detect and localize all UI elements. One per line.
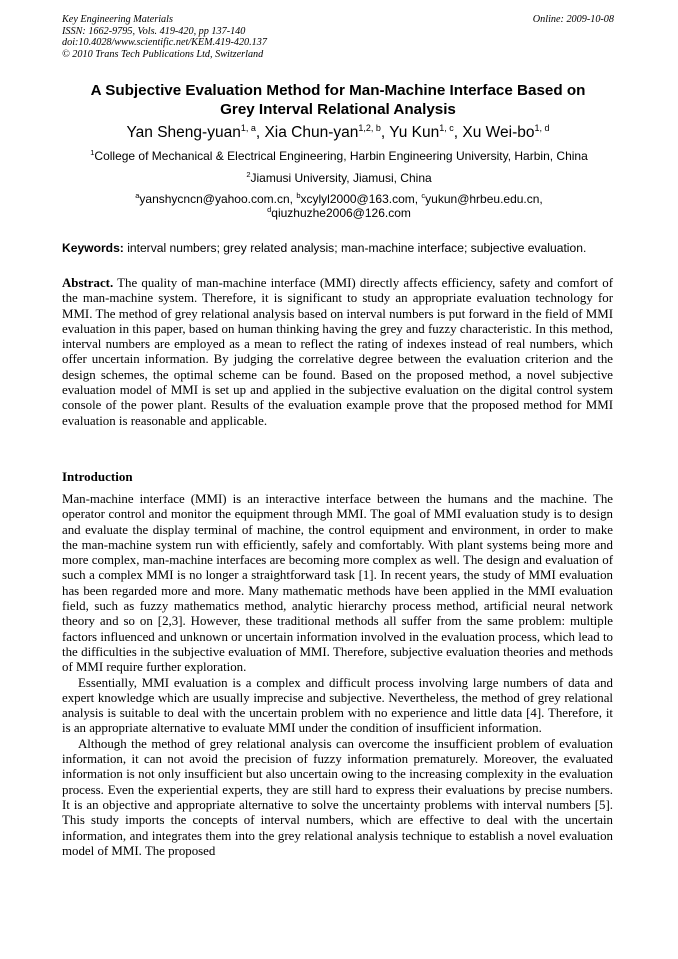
abstract (62, 276, 613, 429)
paragraph: Essentially, MMI evaluation is a complex and difficult process involving large numbers of data and expert knowledge which are usually imprecise and subjective. Nevertheless, the method of grey relational analysis is suitable to deal with the uncertain problem with no experience and little data [4]. Therefore, it is an appropriate alternative to evaluate MMI under the condition of insufficient information. (62, 675, 613, 736)
author-list (62, 123, 614, 143)
author: Yan Sheng-yuan$^{1, a}$, (126, 123, 265, 141)
affiliation-2: $^2$Jiamusi University, Jiamusi, China (246, 170, 432, 185)
paper-title (62, 81, 614, 119)
keywords (62, 241, 622, 256)
section-heading-introduction: Introduction (62, 469, 133, 484)
title-line-2: Grey Interval Relational Analysis (220, 101, 456, 118)
doi-line: doi:10.4028/www.scientific.net/KEM.419-420.137 (62, 37, 267, 48)
paragraph: Although the method of grey relational analysis can overcome the insufficient problem of evaluation information, it can not avoid the precision of fuzzy information prematurely. Moreover, the evaluated information is not only insufficient but also uncertain owing to the increasing complexity in the evaluation process. Even the experiential experts, they are still hard to express their evaluations by precise numbers. It is an objective and appropriate alternative to solve the uncertainty problems with interval numbers [5]. This study imports the concepts of interval numbers, which are effective to deal with the uncertain information, and integrates them into the grey relational analysis technique to establish a novel evaluation model of MMI. The proposed (62, 736, 613, 858)
email-a[interactable]: $^a$yanshycncn@yahoo.com.cn, (135, 191, 297, 206)
abstract-text: The quality of man-machine interface (MMI) directly affects efficiency, safety and comfort of the man-machine system. Therefore, it is significant to study an appropriate evaluation technology for MMI. The method of grey relational analysis based on interval numbers is put forward in the field of MMI evaluation in this paper, based on human thinking having the grey and fuzzy characteristic. In this method, interval numbers are employed as a mean to reflect the rating of indexes instead of real numbers, which offer uncertain information. By judging the correlative degree between the evaluation criterion and the design schemes, the optimal scheme can be found. Based on the proposed method, a novel subjective evaluation model of MMI is set up and applied in the subjective evaluation on the digital control system console of the power plant. Results of the evaluation example prove that the proposed method for MMI evaluation is reasonable and applicable. (62, 276, 613, 428)
title-line-1: A Subjective Evaluation Method for Man-Machine Interface Based on (90, 82, 586, 99)
email-d[interactable]: $^d$qiuzhuzhe2006@126.com (267, 205, 411, 220)
keywords-label: Keywords: (62, 241, 124, 255)
journal-name: Key Engineering Materials (62, 14, 173, 25)
paragraph: Man-machine interface (MMI) is an interactive interface between the humans and the machine. The operator control and monitor the equipment through MMI. The goal of MMI evaluation study is to design and evaluate the display terminal of machine, the control equipment and environment, in order to make the man-machine system run with efficiently, safely and comfortably. With plant systems being more and more complex, man-machine interfaces are becoming more complex as well. The design and evaluation of such a complex MMI is no longer a straightforward task [1]. In recent years, the study of MMI evaluation has been regarded more and more. Many mathematic methods have been applied in the MMI evaluation field, such as fuzzy mathematics method, analytic hierarchy process method, artificial neural network theory and so on [2,3]. However, these traditional methods all suffer from the same problem: multiple factors influenced and unknown or uncertain information involved in the evaluation process, which lead to the difficulties in the subjective evaluation of MMI. Therefore, subjective evaluation theories and methods of MMI require further exploration. (62, 492, 613, 675)
issn-line: ISSN: 1662-9795, Vols. 419-420, pp 137-140 (62, 25, 246, 37)
introduction-body (62, 492, 613, 859)
author-emails (40, 192, 638, 220)
author: Xu Wei-bo$^{1, d}$ (462, 123, 550, 141)
author: Xia Chun-yan$^{1,2, b}$, (264, 123, 390, 141)
affiliation-1: $^1$College of Mechanical & Electrical Engineering, Harbin Engineering University, Harbin, China (90, 148, 588, 163)
copyright-line: © 2010 Trans Tech Publications Ltd, Switzerland (62, 48, 264, 60)
email-c[interactable]: $^c$yukun@hrbeu.edu.cn, (421, 191, 543, 206)
author: Yu Kun$^{1, c}$, (389, 123, 463, 141)
email-b[interactable]: $^b$xcylyl2000@163.com, (296, 191, 422, 206)
online-date: Online: 2009-10-08 (532, 14, 614, 25)
keywords-text: interval numbers; grey related analysis; man-machine interface; subjective evaluation. (123, 241, 587, 255)
running-header (62, 14, 614, 60)
abstract-label: Abstract. (62, 276, 114, 290)
